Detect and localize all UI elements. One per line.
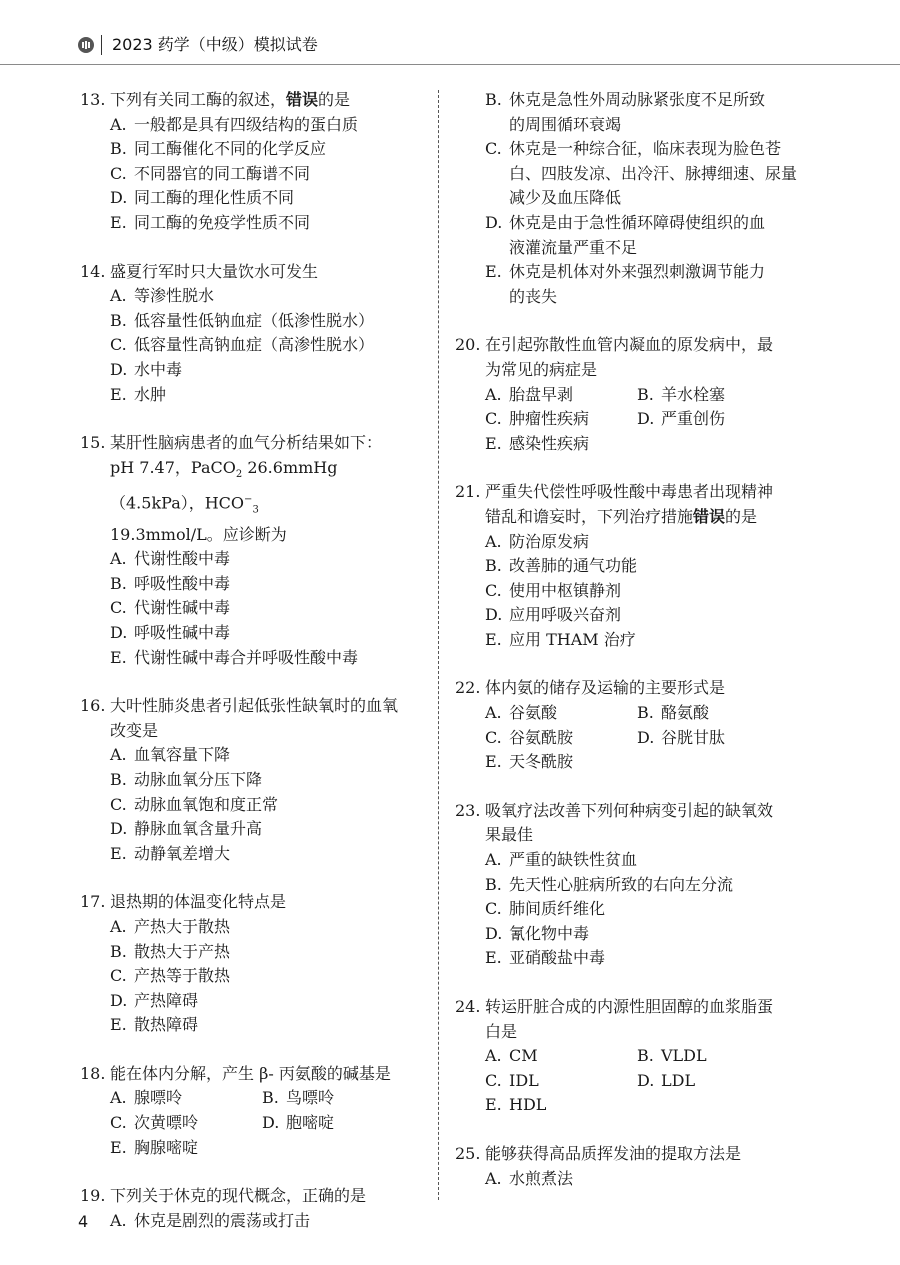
option-b: B. 散热大于产热 [110,941,231,961]
option-a: A. 产热大于散热 [110,916,231,936]
left-column [80,88,425,1257]
header-divider [101,35,102,55]
option-b: B. 动脉血氧分压下降 [110,769,263,789]
option-a: A. 休克是剧烈的震荡或打击 [110,1210,311,1230]
question-19: 19. 下列关于休克的现代概念，正确的是 A. 休克是剧烈的震荡或打击 [80,1184,425,1233]
option-row-cd [455,726,815,751]
option-d: D. 氰化物中毒 [485,923,590,943]
option-c: C. 肺间质纤维化 [485,899,606,919]
option-b: B. 羊水栓塞 [637,384,726,404]
option-e: E. 感染性疾病 [485,433,590,453]
option-a: A. 水煎煮法 [485,1168,574,1188]
option-a: A. 代谢性酸中毒 [110,549,231,569]
option-a: A. 一般都是具有四级结构的蛋白质 [110,114,359,134]
option-e: E. 休克是机体对外来强烈刺激调节能力 [485,262,766,282]
option-c: C. 肿瘤性疾病 [485,409,590,429]
option-a: A. 防治原发病 [485,531,590,551]
option-c: C. 使用中枢镇静剂 [485,580,622,600]
option-row-ab [455,383,815,408]
option-d: D. 呼吸性碱中毒 [110,622,231,642]
option-b: B. VLDL [637,1046,707,1066]
option-e: E. 应用 THAM 治疗 [485,629,636,649]
question-21: 21. 严重失代偿性呼吸性酸中毒患者出现精神 错乱和谵妄时，下列治疗措施错误的是 A. 防治原发病 B. 改善肺的通气功能 C. 使用中枢镇静剂 D. 应用呼吸兴奋剂 E. 应用 THAM 治疗 [455,480,815,652]
option-row-ab [80,1086,425,1111]
option-d: D. 休克是由于急性循环障碍使组织的血 [485,212,766,232]
emphasis-text: 错误 [286,90,319,109]
option-row-ab [455,701,815,726]
question-23: 23. 吸氧疗法改善下列何种病变引起的缺氧效 果最佳 A. 严重的缺铁性贫血 B. 先天性心脏病所致的右向左分流 C. 肺间质纤维化 D. 氰化物中毒 E. 亚硝酸盐中毒 [455,799,815,971]
option-e: E. 散热障碍 [110,1015,199,1035]
question-16: 16. 大叶性肺炎患者引起低张性缺氧时的血氧 改变是 A. 血氧容量下降 B. 动脉血氧分压下降 C. 动脉血氧饱和度正常 D. 静脉血氧含量升高 E. 动静氧差增大 [80,694,425,866]
question-18: 18. 能在体内分解，产生 β- 丙氨酸的碱基是 A. 腺嘌呤 B. 鸟嘌呤 C. 次黄嘌呤 D. 胞嘧啶 E. 胸腺嘧啶 [80,1062,425,1160]
option-row-cd [455,1069,815,1094]
question-15: 15. 某肝性脑病患者的血气分析结果如下： pH 7.47，PaCO$_2$ 26.6mmHg（4.5kPa），$HCO^-_3$ 19.3mmol/L。应诊断为 A. 代谢性酸中毒 B. 呼吸性酸中毒 C. 代谢性碱中毒 D. 呼吸性碱中毒 E. 代谢性碱中毒合并呼吸性酸中毒 [80,431,425,670]
option-b: B. 酪氨酸 [637,703,710,723]
option-d: D. 静脉血氧含量升高 [110,819,263,839]
option-d: D. 应用呼吸兴奋剂 [485,605,622,625]
page-header [0,0,900,65]
option-e: E. 同工酶的免疫学性质不同 [110,212,311,232]
option-c: C. 谷氨酰胺 [485,727,574,747]
question-25: 25. 能够获得高品质挥发油的提取方法是 A. 水煎煮法 [455,1142,815,1191]
option-c: C. 休克是一种综合征，临床表现为脸色苍 [485,139,782,159]
option-c: C. IDL [485,1070,539,1090]
question-17: 17. 退热期的体温变化特点是 A. 产热大于散热 B. 散热大于产热 C. 产热等于散热 D. 产热障碍 E. 散热障碍 [80,890,425,1038]
option-e: E. 水肿 [110,384,167,404]
option-a: A. 严重的缺铁性贫血 [485,850,638,870]
question-20: 20. 在引起弥散性血管内凝血的原发病中，最 为常见的病症是 A. 胎盘早剥 B. 羊水栓塞 C. 肿瘤性疾病 D. 严重创伤 E. 感染性疾病 [455,333,815,456]
option-b: B. 改善肺的通气功能 [485,556,638,576]
option-c: C. 次黄嘌呤 [110,1113,199,1133]
option-c: C. 代谢性碱中毒 [110,598,231,618]
option-row-ab [455,1044,815,1069]
column-divider [438,90,439,1200]
option-c: C. 不同器官的同工酶谱不同 [110,163,311,183]
question-22: 22. 体内氨的储存及运输的主要形式是 A. 谷氨酸 B. 酪氨酸 C. 谷氨酰胺 D. 谷胱甘肽 E. 天冬酰胺 [455,676,815,774]
option-e: E. 亚硝酸盐中毒 [485,948,606,968]
option-c: C. 产热等于散热 [110,966,231,986]
page-number: 4 [78,1212,89,1231]
question-13: 13. 下列有关同工酶的叙述，错误的是 A. 一般都是具有四级结构的蛋白质 B. 同工酶催化不同的化学反应 C. 不同器官的同工酶谱不同 D. 同工酶的理化性质不同 E. 同工酶的免疫学性质不同 [80,88,425,236]
option-e: E. 动静氧差增大 [110,843,231,863]
option-e: E. 代谢性碱中毒合并呼吸性酸中毒 [110,647,359,667]
option-d: D. 胞嘧啶 [262,1113,335,1133]
option-a: A. 谷氨酸 [485,703,558,723]
option-b: B. 休克是急性外周动脉紧张度不足所致 [485,90,766,109]
question-19-continued: B. 休克是急性外周动脉紧张度不足所致 的周围循环衰竭 C. 休克是一种综合征，临床表现为脸色苍 白、四肢发凉、出冷汗、脉搏细速、尿量 减少及血压降低 D. 休克是由于急性循环障碍使组织的血 液灌流量严重不足 E. 休克是机体对外来强烈刺激调节能力 的丧失 [455,88,815,309]
right-column [455,88,815,1215]
option-d: D. 水中毒 [110,359,183,379]
emphasis-text: 错误 [693,506,726,526]
option-row-cd [80,1111,425,1136]
option-a: A. 胎盘早剥 [485,384,574,404]
header-title: 2023 药学（中级）模拟试卷 [112,35,318,54]
option-d: D. LDL [637,1070,696,1090]
option-a: A. 血氧容量下降 [110,745,231,765]
book-icon [78,37,94,53]
option-d: D. 谷胱甘肽 [637,727,726,747]
option-d: D. 严重创伤 [637,409,726,429]
question-24: 24. 转运肝脏合成的内源性胆固醇的血浆脂蛋 白是 A. CM B. VLDL C. IDL D. LDL E. HDL [455,995,815,1118]
option-b: B. 鸟嘌呤 [262,1088,335,1108]
option-e: E. HDL [485,1095,547,1115]
option-c: C. 动脉血氧饱和度正常 [110,794,279,814]
option-b: B. 先天性心脏病所致的右向左分流 [485,874,734,894]
option-b: B. 呼吸性酸中毒 [110,573,231,593]
question-14: 14. 盛夏行军时只大量饮水可发生 A. 等渗性脱水 B. 低容量性低钠血症（低渗性脱水） C. 低容量性高钠血症（高渗性脱水） D. 水中毒 E. 水肿 [80,260,425,408]
option-row-cd [455,407,815,432]
option-e: E. 天冬酰胺 [485,752,574,772]
question-15-values: pH 7.47，PaCO$_2$ 26.6mmHg（4.5kPa），$HCO^-_3$ [110,457,338,516]
option-b: B. 低容量性低钠血症（低渗性脱水） [110,310,375,330]
option-a: A. 腺嘌呤 [110,1088,183,1108]
option-b: B. 同工酶催化不同的化学反应 [110,139,327,159]
option-d: D. 同工酶的理化性质不同 [110,188,295,208]
option-d: D. 产热障碍 [110,990,199,1010]
option-a: A. 等渗性脱水 [110,286,215,306]
option-e: E. 胸腺嘧啶 [110,1137,199,1157]
option-c: C. 低容量性高钠血症（高渗性脱水） [110,335,375,355]
option-a: A. CM [485,1046,538,1066]
